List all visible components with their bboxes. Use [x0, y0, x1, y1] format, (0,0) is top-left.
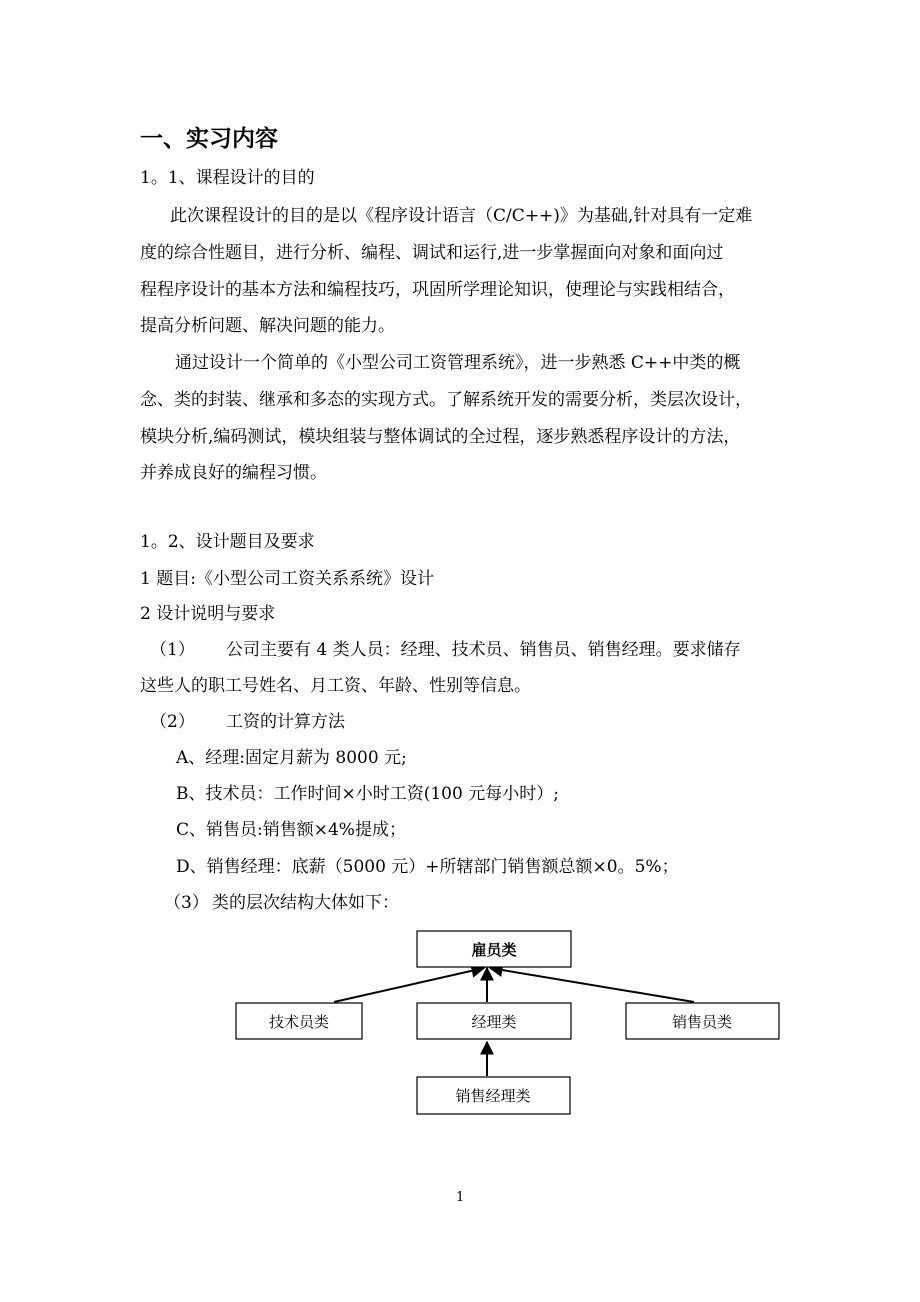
box-salesperson — [626, 1003, 779, 1039]
svg-text:经理类: 经理类 — [471, 1013, 517, 1031]
requirement-text: 工资的计算方法 — [226, 712, 345, 732]
paragraph-line: 提高分析问题、解决问题的能力。 — [140, 316, 395, 336]
box-technician — [236, 1003, 362, 1039]
design-desc-title: 2 设计说明与要求 — [140, 604, 276, 624]
requirement-text: 类的层次结构大体如下： — [212, 893, 399, 913]
paragraph-line: 念、类的封装、继承和多态的实现方式。了解系统开发的需要分析，类层次设计， — [140, 390, 752, 410]
inheritance-arrow-tech — [334, 968, 484, 1002]
requirement-text: 公司主要有 4 类人员：经理、技术员、销售员、销售经理。要求储存 — [226, 640, 741, 660]
requirement-number: （2） — [150, 712, 195, 732]
paragraph-line: 并养成良好的编程习惯。 — [140, 463, 327, 483]
subsection-title-requirements: 1。2、设计题目及要求 — [140, 532, 315, 552]
paragraph-line: 模块分析,编码测试，模块组装与整体调试的全过程，逐步熟悉程序设计的方法， — [140, 427, 741, 447]
inheritance-arrow-sales — [490, 968, 694, 1002]
paragraph-line: 通过设计一个简单的《小型公司工资管理系统》，进一步熟悉 C++中类的概 — [175, 353, 741, 373]
svg-text:雇员类: 雇员类 — [471, 941, 517, 959]
section-heading: 一、实习内容 — [140, 126, 278, 152]
paragraph-line: 此次课程设计的目的是以《程序设计语言（C/C++)》为基础,针对具有一定难 — [170, 206, 753, 226]
page-number: 1 — [456, 1190, 465, 1205]
requirement-number: （3） — [164, 893, 209, 913]
design-topic: 1 题目:《小型公司工资关系系统》设计 — [140, 569, 434, 589]
svg-text:销售员类: 销售员类 — [671, 1013, 733, 1031]
salary-rule: D、销售经理：底薪（5000 元）+所辖部门销售额总额×0。5%； — [176, 857, 679, 877]
requirement-text: 这些人的职工号姓名、月工资、年龄、性别等信息。 — [140, 676, 531, 696]
box-sales-manager — [417, 1077, 570, 1114]
box-base-employee — [417, 931, 571, 967]
salary-rule: A、经理:固定月薪为 8000 元; — [176, 748, 407, 768]
paragraph-line: 程程序设计的基本方法和编程技巧，巩固所学理论知识，使理论与实践相结合， — [140, 280, 735, 300]
requirement-number: （1） — [150, 640, 195, 660]
paragraph-line: 度的综合性题目，进行分析、编程、调试和运行,进一步掌握面向对象和面向过 — [140, 243, 724, 263]
salary-rule: C、销售员:销售额×4%提成； — [176, 820, 406, 840]
subsection-title-purpose: 1。1、课程设计的目的 — [140, 168, 315, 188]
box-manager — [417, 1003, 571, 1039]
svg-text:技术员类: 技术员类 — [268, 1013, 330, 1031]
salary-rule: B、技术员：工作时间×小时工资(100 元每小时）; — [176, 784, 559, 804]
svg-text:销售经理类: 销售经理类 — [455, 1087, 531, 1105]
